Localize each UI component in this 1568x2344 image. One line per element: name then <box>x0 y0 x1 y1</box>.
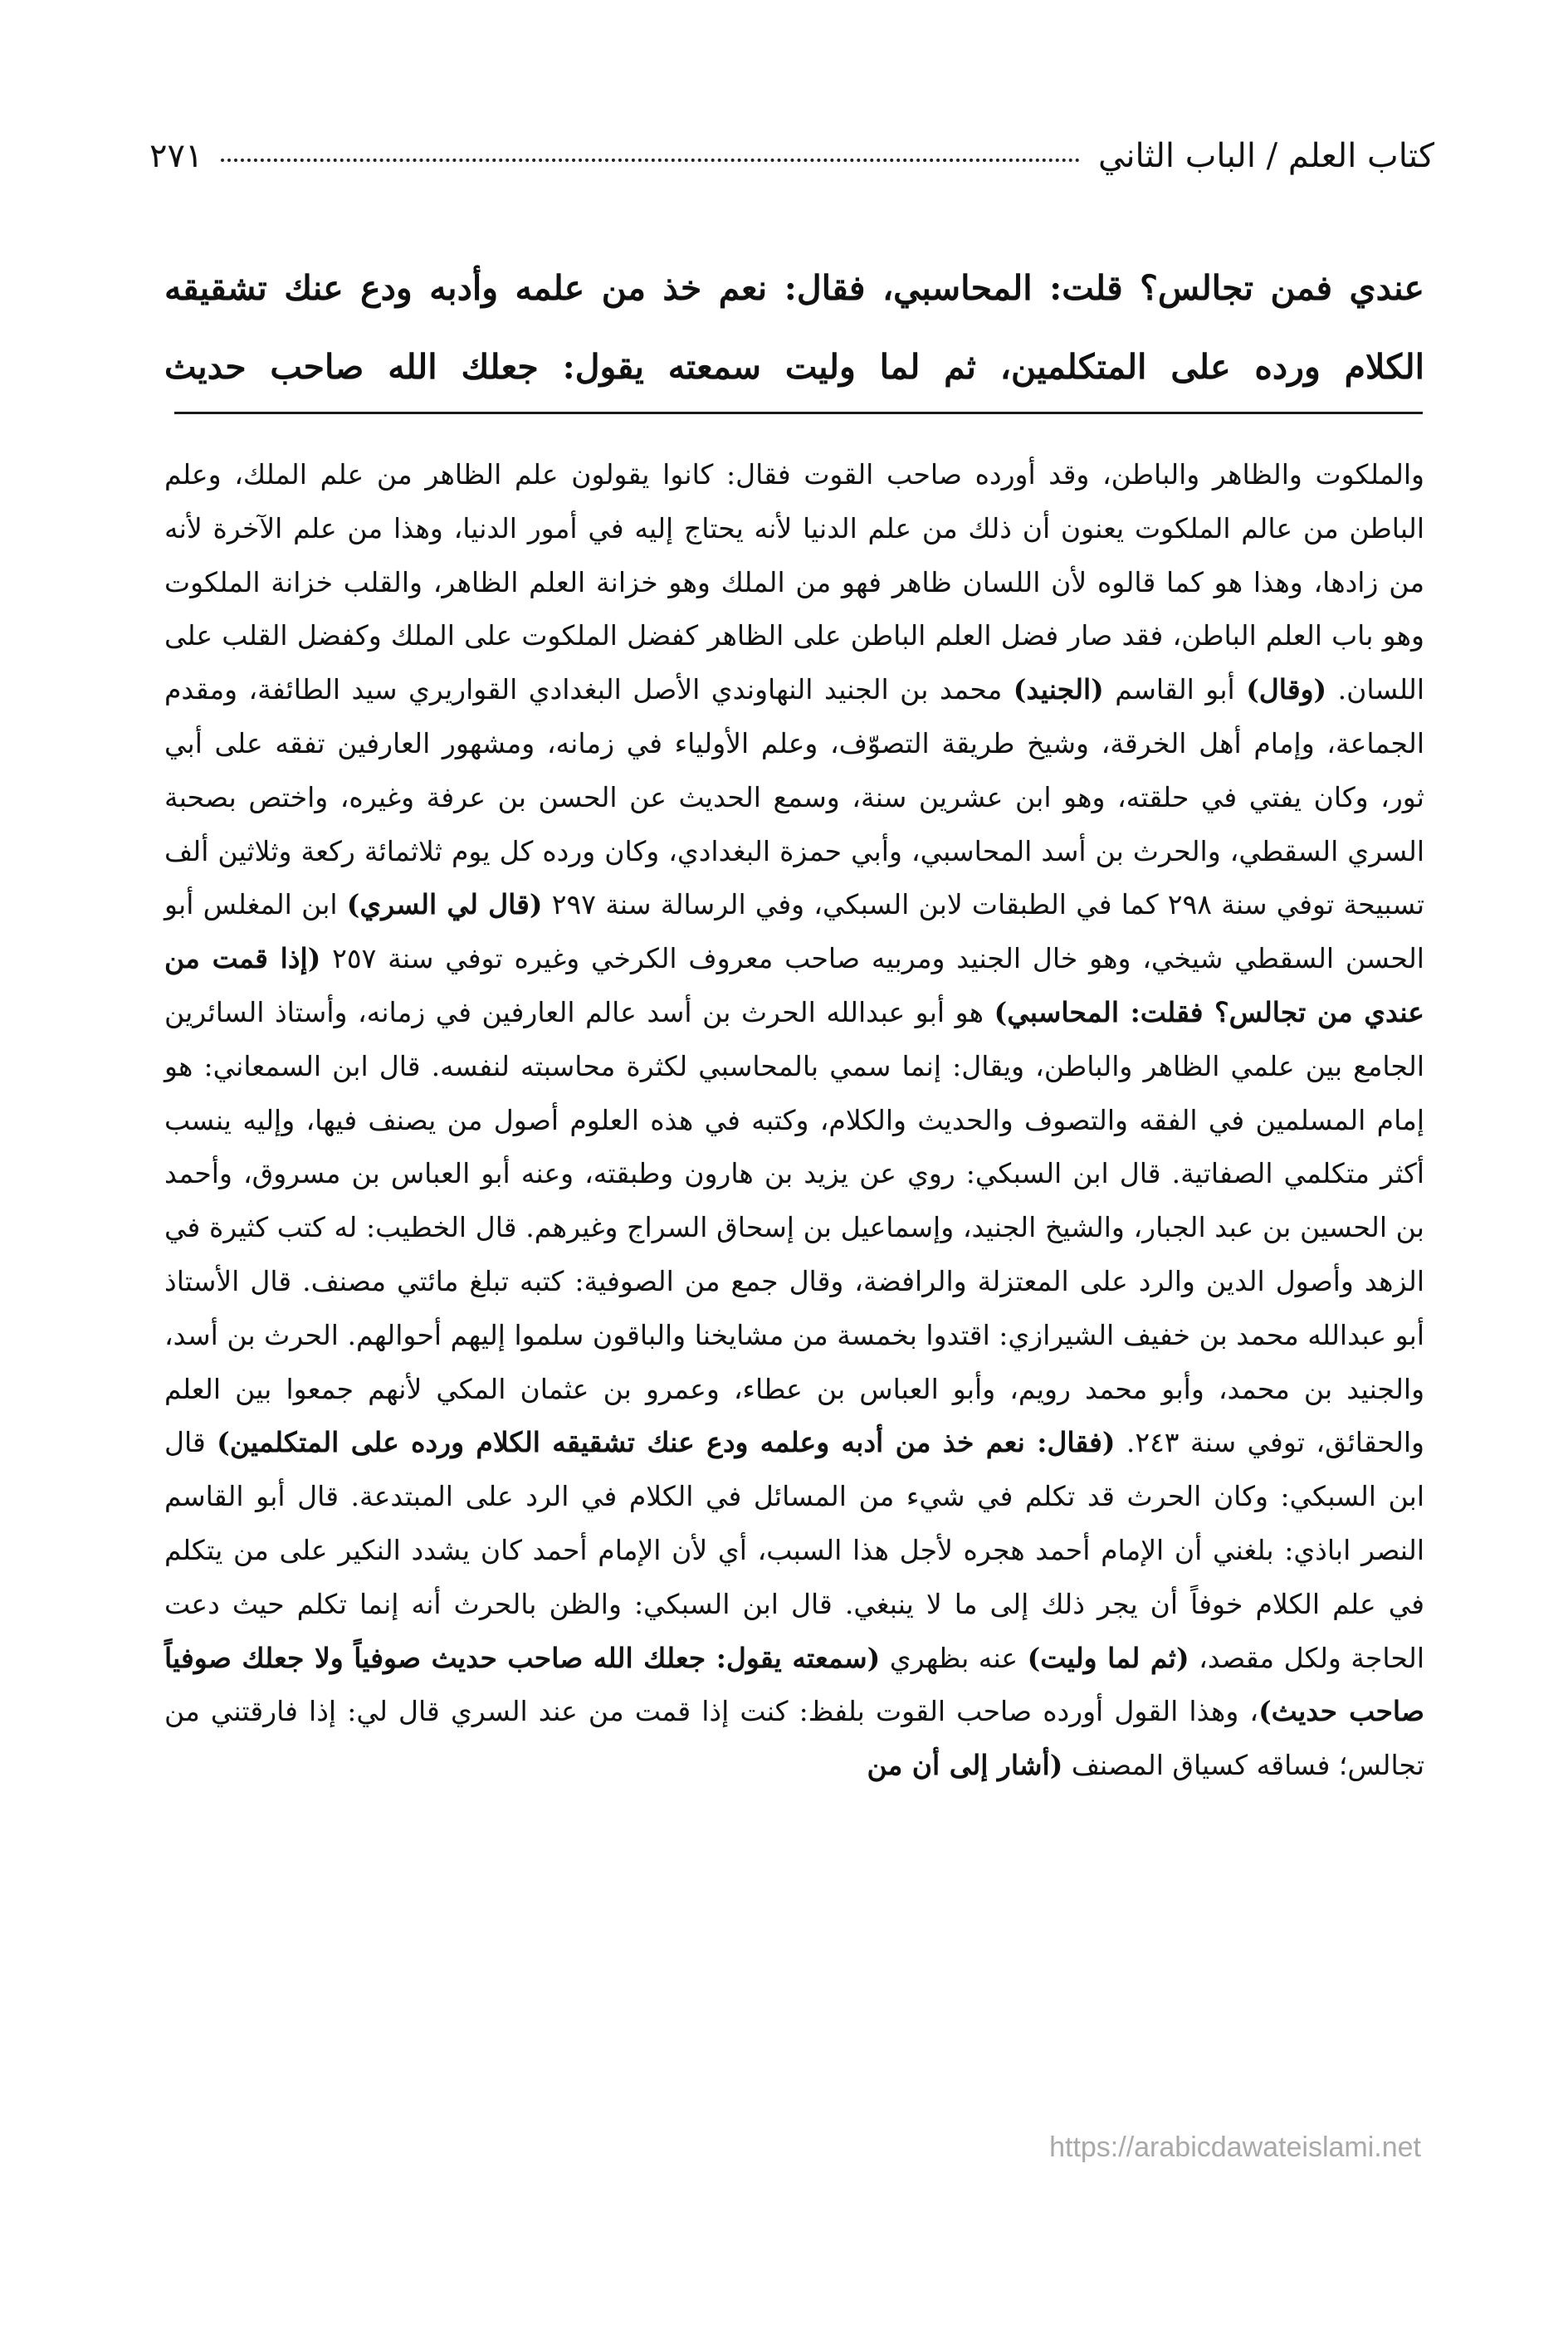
commentary-run: عنه بظهري <box>880 1641 1028 1674</box>
running-header <box>149 131 1434 181</box>
main-text-block <box>164 249 1424 407</box>
main-text: عندي فمن تجالس؟ قلت: المحاسبي، فقال: نعم خذ من علمه وأدبه ودع عنك تشقيقه الكلام ورده على المتكلمين، ثم لما وليت سمعته يقول: جعلك الله صاحب حديث <box>164 268 1424 387</box>
watermark-url: https://arabicdawateislami.net <box>1049 2132 1421 2163</box>
commentary-quote: (فقال: نعم خذ من أدبه وعلمه ودع عنك تشقيقه الكلام ورده على المتكلمين) <box>217 1426 1116 1459</box>
page-number: ٢٧١ <box>149 137 203 175</box>
commentary-quote: (وقال) <box>1246 673 1327 706</box>
commentary-text <box>164 448 1424 1793</box>
commentary-quote: (أشار إلى أن من <box>867 1749 1063 1782</box>
commentary-quote: (سمعته يقول: جعلك الله صاحب حديث صوفياً ولا جعلك صوفياً صاحب حديث) <box>164 1641 1425 1728</box>
commentary-run: ، وهذا القول أورده صاحب القوت بلفظ: كنت إذا قمت من عند السري قال لي: إذا فارقتني من تجالس؛ فساقه كسياق المصنف <box>164 1695 1424 1782</box>
commentary-run: أبو القاسم <box>1103 673 1247 706</box>
commentary-run: ابن المغلس أبو الحسن السقطي شيخي، وهو خال الجنيد ومربيه صاحب معروف الكرخي وغيره توفي سنة ٢٥٧ <box>164 888 1424 975</box>
header-title: كتاب العلم / الباب الثاني <box>1098 137 1434 175</box>
commentary-run: محمد بن الجنيد النهاوندي الأصل البغدادي القواريري سيد الطائفة، ومقدم الجماعة، وإمام أهل الخرقة، وشيخ طريقة التصوّف، وعلم الأولياء في زمانه، ومشهور العارفين تفقه على أبي ثور، وكان يفتي في حلقته، وهو ابن عشرين سنة، وسمع الحديث عن الحسن بن عرفة وغيره، واختص بصحبة السري السقطي، والحرث بن أسد المحاسبي، وأبي حمزة البغدادي، وكان ورده كل يوم ثلاثمائة ركعة وثلاثين ألف تسبيحة توفي سنة ٢٩٨ كما في الطبقات لابن السبكي، وفي الرسالة سنة ٢٩٧ <box>164 673 1425 921</box>
commentary-quote: (إذا قمت من عندي من تجالس؟ فقلت: المحاسبي) <box>164 942 1424 1028</box>
commentary-quote: (قال لي السري) <box>346 888 543 921</box>
commentary-run: قال ابن السبكي: وكان الحرث قد تكلم في شيء من المسائل في الكلام في الرد على المبتدعة. قال أبو القاسم النصر اباذي: بلغني أن الإمام أحمد هجره لأجل هذا السبب، أي لأن الإمام أحمد كان يشدد النكير على من يتكلم في علم الكلام خوفاً أن يجر ذلك إلى ما لا ينبغي. قال ابن السبكي: والظن بالحرث أنه إنما تكلم حيث دعت الحاجة ولكل مقصد، <box>164 1426 1424 1674</box>
commentary-run: والملكوت والظاهر والباطن، وقد أورده صاحب القوت فقال: كانوا يقولون علم الظاهر من علم الملك، وعلم الباطن من عالم الملكوت يعنون أن ذلك من علم الدنيا لأنه يحتاج إليه في أمور الدنيا، وهذا من علم الآخرة لأنه من زادها، وهذا هو كما قالوه لأن اللسان ظاهر فهو من الملك وهو خزانة العلم الظاهر، والقلب خزانة الملكوت وهو باب العلم الباطن، فقد صار فضل العلم الباطن على الظاهر كفضل الملكوت على الملك وكفضل القلب على اللسان. <box>164 458 1425 706</box>
leader-dots <box>221 150 1080 162</box>
commentary-quote: (الجنيد) <box>1013 673 1104 706</box>
commentary-quote: (ثم لما وليت) <box>1027 1641 1189 1674</box>
commentary-block <box>164 448 1424 1793</box>
commentary-run: هو أبو عبدالله الحرث بن أسد عالم العارفين في زمانه، وأستاذ السائرين الجامع بين علمي الظاهر والباطن، ويقال: إنما سمي بالمحاسبي لكثرة محاسبته لنفسه. قال ابن السمعاني: هو إمام المسلمين في الفقه والتصوف والحديث والكلام، وكتبه في هذه العلوم أصول من يصنف فيها، وإليه ينسب أكثر متكلمي الصفاتية. قال ابن السبكي: روي عن يزيد بن هارون وطبقته، وعنه أبو العباس بن مسروق، وأحمد بن الحسين بن عبد الجبار، والشيخ الجنيد، وإسماعيل بن إسحاق السراج وغيرهم. قال الخطيب: له كتب كثيرة في الزهد وأصول الدين والرد على المعتزلة والرافضة، وقال جمع من الصوفية: كتبه تبلغ مائتي مصنف. قال الأستاذ أبو عبدالله محمد بن خفيف الشيرازي: اقتدوا بخمسة من مشايخنا والباقون سلموا إليهم أحوالهم. الحرث بن أسد، والجنيد بن محمد، وأبو محمد رويم، وأبو العباس بن عطاء، وعمرو بن عثمان المكي لأنهم جمعوا بين العلم والحقائق، توفي سنة ٢٤٣. <box>164 995 1424 1459</box>
separator-rule <box>174 412 1423 414</box>
